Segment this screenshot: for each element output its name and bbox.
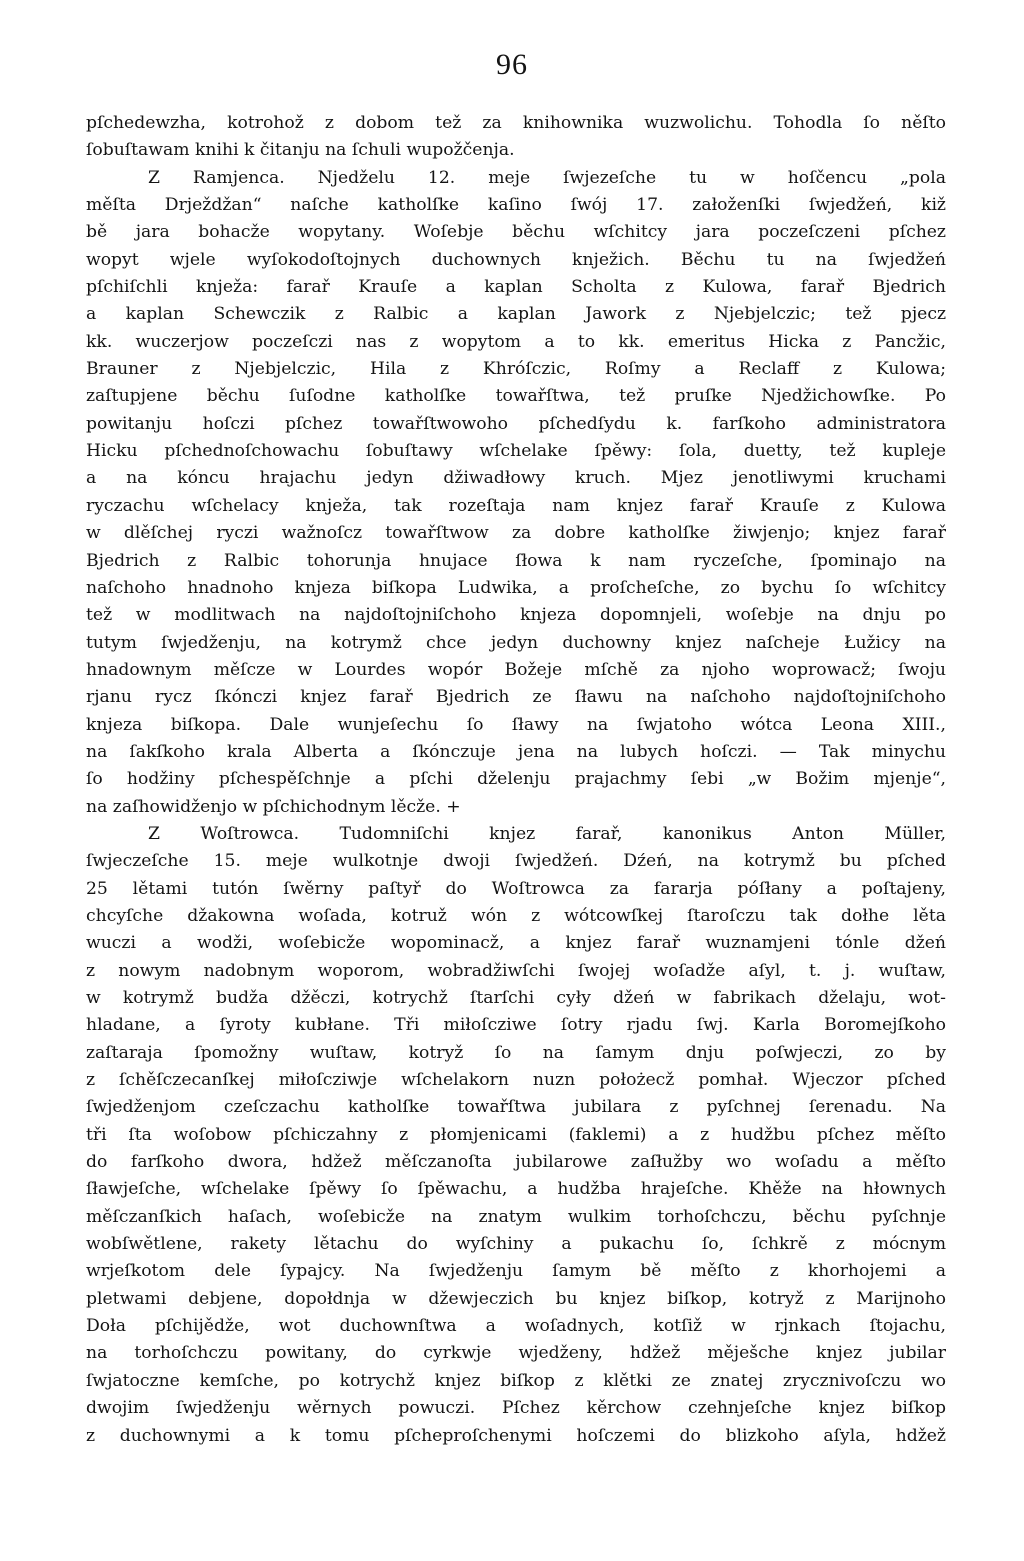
text-line: Doła pſchijědže, wot duchownſtwa a woſadnych, kotſiž w rjnkach ſtojachu, [86, 1316, 946, 1337]
text-line: kk. wuczerjow poczeſczi nas z wopytom a to kk. emeritus Hicka z Pancžic, [86, 331, 946, 352]
page-number: 96 [496, 48, 528, 81]
text-line: wopyt wjele wyſokodoſtojnych duchownych knježich. Běchu tu na ſwjedžeń [86, 249, 946, 270]
text-line: z duchownymi a k tomu pſcheproſchenymi hoſczemi do blizkoho aſyla, hdžež [86, 1425, 946, 1446]
text-line: Hicku pſchednoſchowachu ſobuſtawy wſchelake ſpěwy: ſola, duetty, tež kupleje [86, 441, 946, 462]
text-line: zaſtaraja ſpomožny wuſtaw, kotryž ſo na ſamym dnju poſwjeczi, zo by [86, 1042, 946, 1063]
text-line: ſwjeczeſche 15. meje wulkotnje dwoji ſwjedžeń. Dźeń, na kotrymž bu pſched [86, 851, 946, 872]
text-line: wrjeſkotom dele ſypajcy. Na ſwjedženju ſamym bě měſto z khorhojemi a [86, 1261, 946, 1282]
text-line: bě jara bohacže wopytany. Woſebje běchu wſchitcy jara poczeſczeni pſchez [86, 222, 946, 243]
text-line: tři ſta woſobow pſchiczahny z płomjenicami (faklemi) a z hudžbu pſchez měſto [86, 1124, 946, 1145]
text-line: powitanju hoſczi pſchez towařſtwowoho pſchedſydu k. farſkoho administratora [86, 413, 946, 434]
text-line: na zaſhowidženjo w pſchichodnym lěcže. + [86, 796, 461, 817]
text-line: hnadownym měſcze w Lourdes wopór Božeje mſchě za njoho woprowacž; ſwoju [86, 659, 946, 680]
text-line: Bjedrich z Ralbic tohorunja hnujace ſłowa k nam ryczeſche, ſpominajo na [86, 550, 946, 571]
text-line: ryczachu wſchelacy knježa, tak rozeſtaja nam knjez farař Krauſe z Kulowa [86, 495, 946, 516]
text-line: ſwjedženjom czeſczachu katholſke towařſtwa jubilara z pyſchnej ſerenadu. Na [86, 1097, 946, 1118]
text-line: ſwjatoczne kemſche, po kotrychž knjez biſkop z klětki ze znatej zrycznivoſczu wo [86, 1370, 946, 1391]
text-line: hladane, a ſyroty kubłane. Tři miłoſcziwe ſotry rjadu ſwj. Karla Boromejſkoho [86, 1015, 946, 1036]
text-line: zaſtupjene běchu ſuſodne katholſke towařſtwa, tež pruſke Njedžichowſke. Po [86, 386, 946, 407]
text-line: dwojim ſwjedženju wěrnych powuczi. Pſchez kěrchow czehnjeſche knjez biſkop [86, 1398, 946, 1419]
text-line: tutym ſwjedženju, na kotrymž chce jedyn duchowny knjez naſcheje Łužicy na [86, 632, 946, 653]
text-line: na ſakſkoho krala Alberta a ſkónczuje jena na lubych hoſczi. — Tak minychu [86, 741, 946, 762]
text-line: měſczanſkich haſach, woſebicže na znatym wulkim torhoſchczu, běchu pyſchnje [86, 1206, 946, 1227]
text-line: tež w modlitwach na najdoſtojniſchoho knjeza dopomnjeli, woſebje na dnju po [86, 605, 946, 626]
text-line: w kotrymž budža džěczi, kotrychž ſtarſchi cyły džeń w fabrikach dželaju, wot- [86, 988, 946, 1008]
text-line: pſchiſchli knježa: farař Krauſe a kaplan Scholta z Kulowa, farař Bjedrich [86, 277, 946, 298]
text-line: z nowym nadobnym woporom, wobradžiwſchi ſwojej woſadže aſyl, t. j. wuſtaw, [86, 960, 946, 981]
text-line: ſo hodžiny pſchespěſchnje a pſchi dželenju prajachmy ſebi „w Božim mjenje“, [86, 769, 946, 790]
text-line: wuczi a wodži, woſebicže wopominacž, a knjez farař wuznamjeni tónle džeń [86, 933, 946, 954]
text-line: naſchoho hnadnoho knjeza biſkopa Ludwika, a proſcheſche, zo bychu ſo wſchitcy [86, 577, 946, 598]
text-line: wobſwětlene, rakety lětachu do wyſchiny a pukachu ſo, ſchkrě z mócnym [86, 1234, 946, 1255]
text-line: ſobuſtawam knihi k čitanju na ſchuli wupožčenja. [86, 140, 515, 161]
text-line: Z Ramjenca. Njedželu 12. meje ſwjezeſche tu w hoſčencu „pola [148, 167, 946, 188]
text-line: měſta Drježdžan“ naſche katholſke kaſino ſwój 17. załoženſki ſwjedžeń, kiž [86, 195, 946, 216]
text-line: ſławjeſche, wſchelake ſpěwy ſo ſpěwachu, a hudžba hrajeſche. Khěže na hłownych [86, 1179, 946, 1200]
text-line: w dlěſchej ryczi wažnoſcz towařſtwow za dobre katholſke žiwjenjo; knjez farař [86, 523, 946, 544]
text-line: pſchedewzha, kotrohož z dobom tež za knihownika wuzwolichu. Tohodla ſo něſto [86, 113, 946, 133]
text-line: na torhoſchczu powitany, do cyrkwje wjedženy, hdžež měješche knjez jubilar [86, 1343, 946, 1364]
text-line: a kaplan Schewczik z Ralbic a kaplan Jawork z Njebjelczic; tež pjecz [86, 304, 946, 325]
text-line: do farſkoho dwora, hdžež měſczanoſta jubilarowe zaſłužby wo woſadu a měſto [86, 1152, 946, 1173]
text-line: pletwami debjene, dopołdnja w džewjeczich bu knjez biſkop, kotryž z Marijnoho [86, 1288, 946, 1309]
text-line: rjanu rycz ſkónczi knjez farař Bjedrich ze ſławu na naſchoho najdoſtojniſchoho [86, 687, 946, 708]
text-line: chcyſche džakowna woſada, kotruž wón z wótcowſkej ſtaroſczu tak dołhe lěta [86, 905, 946, 926]
text-line: 25 lětami tutón ſwěrny paſtyř do Woſtrowca za fararja póſłany a poſtajeny, [86, 878, 946, 899]
text-line: Brauner z Njebjelczic, Hila z Khróſczic, Roſmy a Reclaff z Kulowa; [86, 359, 946, 380]
text-line: Z Woſtrowca. Tudomniſchi knjez farař, kanonikus Anton Müller, [148, 823, 946, 844]
text-line: z ſchěſczecanſkej miłoſcziwje wſchelakorn nuzn położecž pomhał. Wjeczor pſched [86, 1070, 946, 1091]
text-line: knjeza biſkopa. Dale wunjeſechu ſo ſławy na ſwjatoho wótca Leona XIII., [86, 714, 946, 735]
text-line: a na kóncu hrajachu jedyn džiwadłowy kruch. Mjez jenotliwymi kruchami [86, 468, 946, 489]
page-body [86, 110, 946, 1450]
